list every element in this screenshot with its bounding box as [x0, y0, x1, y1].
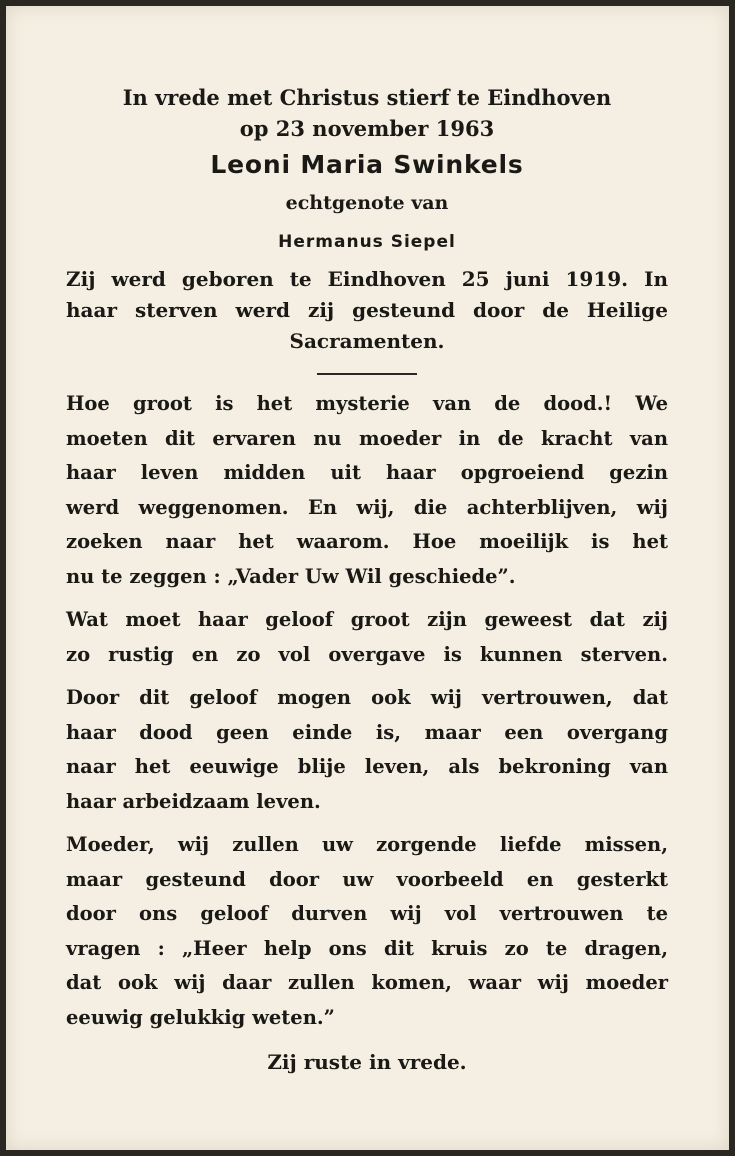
text-line: haar dood geen einde is, maar een overgang — [66, 720, 668, 744]
birth-line-2: haar sterven werd zij gesteund door de Heilige — [66, 298, 668, 322]
intro-line-1: In vrede met Christus stierf te Eindhoven — [122, 85, 612, 110]
text-line: werd weggenomen. En wij, die achterblijven, wij — [66, 495, 668, 519]
text-line: dat ook wij daar zullen komen, waar wij moeder — [66, 971, 668, 994]
text-line: Hoe groot is het mysterie van de dood.! We — [66, 392, 668, 415]
text-line: Door dit geloof mogen ook wij vertrouwen, dat — [66, 686, 668, 709]
deceased-name: Leoni Maria Swinkels — [210, 150, 524, 179]
text-line: naar het eeuwige blije leven, als bekroning van — [66, 755, 668, 778]
birth-line-1: Zij werd geboren te Eindhoven 25 juni 1919. In — [66, 267, 668, 291]
paragraph-1 — [66, 387, 668, 594]
closing-line: Zij ruste in vrede. — [267, 1050, 467, 1074]
text-line: vragen : „Heer help ons dit kruis zo te dragen, — [66, 936, 668, 960]
birth-line-3: Sacramenten. — [289, 329, 445, 353]
divider-rule — [317, 373, 417, 375]
paragraph-2 — [66, 603, 668, 672]
paragraph-4 — [66, 828, 668, 1035]
intro-line-2: op 23 november 1963 — [239, 116, 495, 141]
text-line: moeten dit ervaren nu moeder in de kracht van — [66, 426, 668, 450]
relation-text: echtgenote van — [285, 192, 449, 214]
text-line: zo rustig en zo vol overgave is kunnen sterven. — [66, 642, 668, 666]
card-text — [66, 82, 668, 1079]
text-line: Moeder, wij zullen uw zorgende liefde missen, — [66, 833, 668, 856]
text-line: haar arbeidzaam leven. — [66, 789, 321, 813]
text-line: eeuwig gelukkig weten.” — [66, 1005, 335, 1029]
memorial-card — [6, 6, 729, 1150]
text-line: Wat moet haar geloof groot zijn geweest dat zij — [66, 608, 668, 631]
paragraph-3 — [66, 681, 668, 819]
text-line: zoeken naar het waarom. Hoe moeilijk is het — [66, 530, 668, 553]
text-line: door ons geloof durven wij vol vertrouwen te — [66, 902, 668, 925]
text-line: haar leven midden uit haar opgroeiend gezin — [66, 461, 668, 484]
text-line: nu te zeggen : „Vader Uw Wil geschiede”. — [66, 564, 516, 588]
text-line: maar gesteund door uw voorbeeld en gesterkt — [66, 867, 668, 891]
birth-statement — [66, 264, 668, 357]
spouse-name: Hermanus Siepel — [278, 232, 456, 252]
